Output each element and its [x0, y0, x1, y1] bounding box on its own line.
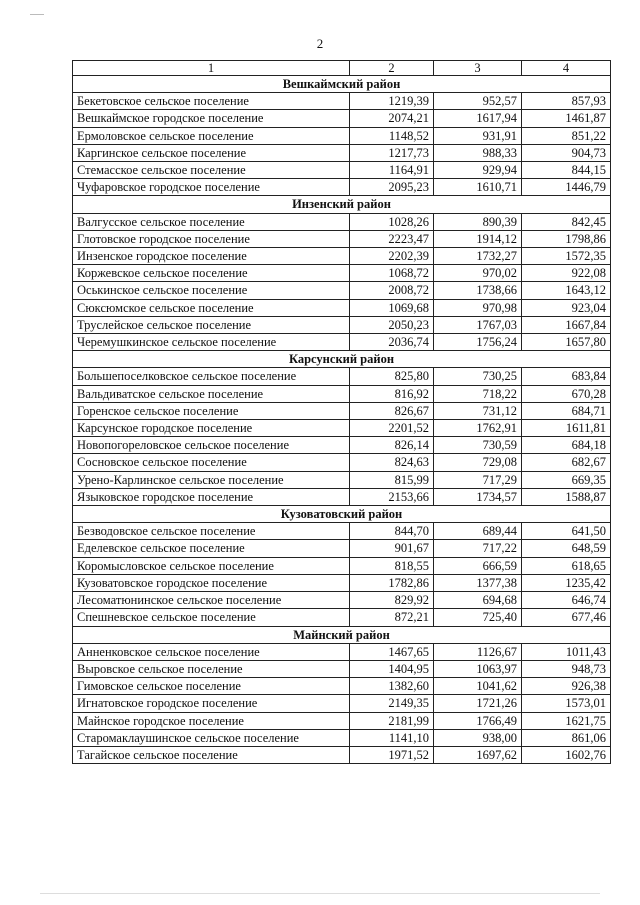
value-cell-col2: 2008,72	[350, 282, 434, 299]
value-cell-col3: 1738,66	[434, 282, 522, 299]
table-row	[73, 144, 611, 161]
settlement-name-cell: Новопогореловское сельское поселение	[73, 437, 350, 454]
value-cell-col4: 1611,81	[522, 420, 611, 437]
table-body	[73, 61, 611, 764]
settlement-name-cell: Еделевское сельское поселение	[73, 540, 350, 557]
district-title: Майнский район	[73, 626, 611, 643]
value-cell-col3: 890,39	[434, 213, 522, 230]
district-title: Кузоватовский район	[73, 506, 611, 523]
value-cell-col4: 1643,12	[522, 282, 611, 299]
value-cell-col3: 952,57	[434, 93, 522, 110]
settlement-name-cell: Языковское городское поселение	[73, 488, 350, 505]
value-cell-col2: 816,92	[350, 385, 434, 402]
value-cell-col4: 646,74	[522, 592, 611, 609]
settlement-name-cell: Глотовское городское поселение	[73, 230, 350, 247]
value-cell-col2: 1148,52	[350, 127, 434, 144]
settlement-name-cell: Черемушкинское сельское поселение	[73, 334, 350, 351]
value-cell-col2: 815,99	[350, 471, 434, 488]
table-row	[73, 299, 611, 316]
value-cell-col3: 1697,62	[434, 746, 522, 763]
value-cell-col2: 1467,65	[350, 643, 434, 660]
table-row	[73, 334, 611, 351]
value-cell-col3: 730,59	[434, 437, 522, 454]
value-cell-col2: 2201,52	[350, 420, 434, 437]
table-row	[73, 746, 611, 763]
header-cell: 3	[434, 61, 522, 76]
settlement-name-cell: Безводовское сельское поселение	[73, 523, 350, 540]
district-title: Вешкаймский район	[73, 76, 611, 93]
value-cell-col2: 1782,86	[350, 574, 434, 591]
value-cell-col4: 670,28	[522, 385, 611, 402]
page-number: 2	[316, 36, 324, 51]
settlement-name-cell: Сосновское сельское поселение	[73, 454, 350, 471]
table-row	[73, 420, 611, 437]
value-cell-col4: 1235,42	[522, 574, 611, 591]
value-cell-col3: 731,12	[434, 402, 522, 419]
table-row	[73, 248, 611, 265]
value-cell-col3: 717,29	[434, 471, 522, 488]
settlement-name-cell: Оськинское сельское поселение	[73, 282, 350, 299]
district-title: Инзенский район	[73, 196, 611, 213]
value-cell-col4: 861,06	[522, 729, 611, 746]
settlement-name-cell: Чуфаровское городское поселение	[73, 179, 350, 196]
table-row	[73, 368, 611, 385]
settlement-name-cell: Коромысловское сельское поселение	[73, 557, 350, 574]
value-cell-col4: 1461,87	[522, 110, 611, 127]
settlement-name-cell: Старомаклаушинское сельское поселение	[73, 729, 350, 746]
table-row	[73, 282, 611, 299]
table-row	[73, 316, 611, 333]
value-cell-col2: 2202,39	[350, 248, 434, 265]
value-cell-col3: 1767,03	[434, 316, 522, 333]
value-cell-col2: 2223,47	[350, 230, 434, 247]
value-cell-col2: 2153,66	[350, 488, 434, 505]
value-cell-col2: 1028,26	[350, 213, 434, 230]
value-cell-col4: 683,84	[522, 368, 611, 385]
value-cell-col2: 901,67	[350, 540, 434, 557]
district-title: Карсунский район	[73, 351, 611, 368]
value-cell-col2: 844,70	[350, 523, 434, 540]
value-cell-col2: 824,63	[350, 454, 434, 471]
value-cell-col2: 818,55	[350, 557, 434, 574]
value-cell-col4: 1621,75	[522, 712, 611, 729]
settlement-name-cell: Тагайское сельское поселение	[73, 746, 350, 763]
table-row	[73, 179, 611, 196]
table-row	[73, 609, 611, 626]
value-cell-col2: 872,21	[350, 609, 434, 626]
table-row	[73, 385, 611, 402]
table-row	[73, 230, 611, 247]
value-cell-col3: 694,68	[434, 592, 522, 609]
district-row	[73, 626, 611, 643]
settlement-name-cell: Каргинское сельское поселение	[73, 144, 350, 161]
value-cell-col3: 1766,49	[434, 712, 522, 729]
table-row	[73, 127, 611, 144]
data-table	[72, 60, 611, 764]
value-cell-col4: 684,71	[522, 402, 611, 419]
value-cell-col4: 851,22	[522, 127, 611, 144]
value-cell-col3: 988,33	[434, 144, 522, 161]
value-cell-col4: 948,73	[522, 660, 611, 677]
settlement-name-cell: Труслейское сельское поселение	[73, 316, 350, 333]
table-row	[73, 265, 611, 282]
value-cell-col4: 1602,76	[522, 746, 611, 763]
header-cell: 1	[73, 61, 350, 76]
value-cell-col4: 842,45	[522, 213, 611, 230]
table-row	[73, 695, 611, 712]
value-cell-col4: 1011,43	[522, 643, 611, 660]
value-cell-col4: 857,93	[522, 93, 611, 110]
settlement-name-cell: Коржевское сельское поселение	[73, 265, 350, 282]
value-cell-col3: 929,94	[434, 162, 522, 179]
settlement-name-cell: Вальдиватское сельское поселение	[73, 385, 350, 402]
value-cell-col3: 1610,71	[434, 179, 522, 196]
table-row	[73, 488, 611, 505]
settlement-name-cell: Урено-Карлинское сельское поселение	[73, 471, 350, 488]
settlement-name-cell: Валгусское сельское поселение	[73, 213, 350, 230]
value-cell-col4: 618,65	[522, 557, 611, 574]
value-cell-col3: 1734,57	[434, 488, 522, 505]
settlement-name-cell: Выровское сельское поселение	[73, 660, 350, 677]
settlement-name-cell: Гимовское сельское поселение	[73, 678, 350, 695]
value-cell-col3: 1721,26	[434, 695, 522, 712]
value-cell-col4: 669,35	[522, 471, 611, 488]
header-cell: 2	[350, 61, 434, 76]
table-row	[73, 523, 611, 540]
value-cell-col2: 1141,10	[350, 729, 434, 746]
value-cell-col3: 729,08	[434, 454, 522, 471]
district-row	[73, 506, 611, 523]
value-cell-col2: 1068,72	[350, 265, 434, 282]
value-cell-col2: 1069,68	[350, 299, 434, 316]
value-cell-col4: 1657,80	[522, 334, 611, 351]
settlement-name-cell: Спешневское сельское поселение	[73, 609, 350, 626]
value-cell-col3: 1617,94	[434, 110, 522, 127]
value-cell-col4: 682,67	[522, 454, 611, 471]
value-cell-col4: 684,18	[522, 437, 611, 454]
settlement-name-cell: Лесоматюнинское сельское поселение	[73, 592, 350, 609]
value-cell-col4: 1798,86	[522, 230, 611, 247]
value-cell-col3: 1063,97	[434, 660, 522, 677]
value-cell-col3: 931,91	[434, 127, 522, 144]
table-row	[73, 712, 611, 729]
value-cell-col2: 2050,23	[350, 316, 434, 333]
value-cell-col2: 1971,52	[350, 746, 434, 763]
district-row	[73, 351, 611, 368]
settlement-name-cell: Кузоватовское городское поселение	[73, 574, 350, 591]
value-cell-col4: 1572,35	[522, 248, 611, 265]
value-cell-col4: 1588,87	[522, 488, 611, 505]
settlement-name-cell: Стемасское сельское поселение	[73, 162, 350, 179]
table-row	[73, 162, 611, 179]
value-cell-col2: 2181,99	[350, 712, 434, 729]
district-row	[73, 196, 611, 213]
value-cell-col3: 1756,24	[434, 334, 522, 351]
settlement-name-cell: Ермоловское сельское поселение	[73, 127, 350, 144]
table-row	[73, 402, 611, 419]
value-cell-col3: 730,25	[434, 368, 522, 385]
header-cell: 4	[522, 61, 611, 76]
table-row	[73, 557, 611, 574]
value-cell-col2: 1217,73	[350, 144, 434, 161]
table-row	[73, 678, 611, 695]
settlement-name-cell: Сюксюмское сельское поселение	[73, 299, 350, 316]
table-row	[73, 213, 611, 230]
scan-mark-bottom	[40, 893, 600, 894]
value-cell-col4: 641,50	[522, 523, 611, 540]
value-cell-col3: 1762,91	[434, 420, 522, 437]
value-cell-col3: 1732,27	[434, 248, 522, 265]
table-row	[73, 592, 611, 609]
table-row	[73, 110, 611, 127]
value-cell-col2: 826,14	[350, 437, 434, 454]
value-cell-col4: 1573,01	[522, 695, 611, 712]
table-row	[73, 540, 611, 557]
settlement-name-cell: Горенское сельское поселение	[73, 402, 350, 419]
value-cell-col2: 829,92	[350, 592, 434, 609]
district-row	[73, 76, 611, 93]
value-cell-col4: 926,38	[522, 678, 611, 695]
settlement-name-cell: Инзенское городское поселение	[73, 248, 350, 265]
settlement-name-cell: Карсунское городское поселение	[73, 420, 350, 437]
value-cell-col3: 689,44	[434, 523, 522, 540]
table-row	[73, 574, 611, 591]
value-cell-col3: 970,98	[434, 299, 522, 316]
value-cell-col3: 725,40	[434, 609, 522, 626]
value-cell-col2: 1164,91	[350, 162, 434, 179]
value-cell-col4: 1446,79	[522, 179, 611, 196]
settlement-name-cell: Бекетовское сельское поселение	[73, 93, 350, 110]
value-cell-col2: 825,80	[350, 368, 434, 385]
value-cell-col4: 1667,84	[522, 316, 611, 333]
settlement-name-cell: Анненковское сельское поселение	[73, 643, 350, 660]
value-cell-col4: 677,46	[522, 609, 611, 626]
table-row	[73, 660, 611, 677]
value-cell-col4: 844,15	[522, 162, 611, 179]
table-row	[73, 93, 611, 110]
value-cell-col2: 1219,39	[350, 93, 434, 110]
settlement-name-cell: Майнское городское поселение	[73, 712, 350, 729]
value-cell-col2: 2036,74	[350, 334, 434, 351]
value-cell-col4: 904,73	[522, 144, 611, 161]
value-cell-col2: 2074,21	[350, 110, 434, 127]
table-row	[73, 454, 611, 471]
settlement-name-cell: Вешкаймское городское поселение	[73, 110, 350, 127]
value-cell-col3: 938,00	[434, 729, 522, 746]
value-cell-col2: 1382,60	[350, 678, 434, 695]
header-row	[73, 61, 611, 76]
value-cell-col2: 826,67	[350, 402, 434, 419]
value-cell-col3: 666,59	[434, 557, 522, 574]
table-row	[73, 471, 611, 488]
value-cell-col4: 923,04	[522, 299, 611, 316]
value-cell-col3: 717,22	[434, 540, 522, 557]
value-cell-col2: 2149,35	[350, 695, 434, 712]
value-cell-col2: 1404,95	[350, 660, 434, 677]
value-cell-col4: 648,59	[522, 540, 611, 557]
scan-mark-top-left	[30, 14, 44, 15]
value-cell-col3: 1914,12	[434, 230, 522, 247]
value-cell-col3: 1126,67	[434, 643, 522, 660]
table-row	[73, 643, 611, 660]
value-cell-col3: 1377,38	[434, 574, 522, 591]
settlement-name-cell: Большепоселковское сельское поселение	[73, 368, 350, 385]
table-row	[73, 729, 611, 746]
settlement-name-cell: Игнатовское городское поселение	[73, 695, 350, 712]
value-cell-col2: 2095,23	[350, 179, 434, 196]
value-cell-col4: 922,08	[522, 265, 611, 282]
value-cell-col3: 970,02	[434, 265, 522, 282]
table-row	[73, 437, 611, 454]
value-cell-col3: 718,22	[434, 385, 522, 402]
value-cell-col3: 1041,62	[434, 678, 522, 695]
